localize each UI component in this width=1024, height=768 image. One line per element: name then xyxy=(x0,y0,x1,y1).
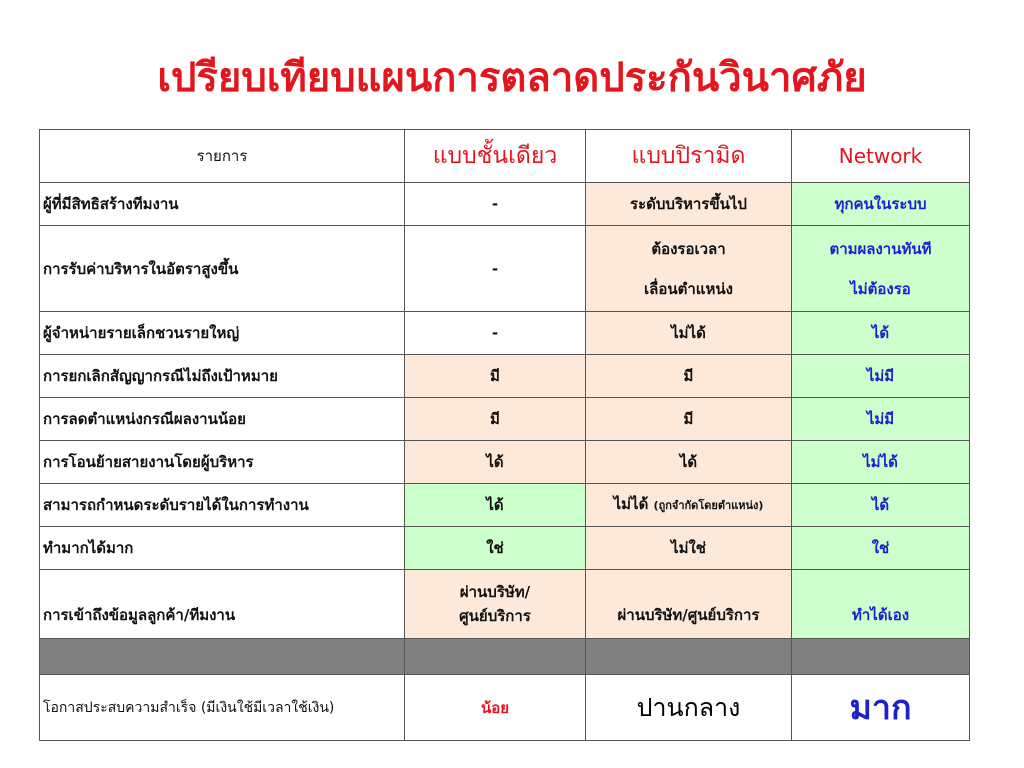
cell-network: ไม่ได้ xyxy=(792,441,970,484)
cell-pyramid xyxy=(586,226,792,312)
table-row xyxy=(40,312,970,355)
header-pyramid: แบบปิรามิด xyxy=(586,130,792,183)
cell-note: (ถูกจำกัดโดยตำแหน่ง) xyxy=(653,499,764,512)
row-label: การโอนย้ายสายงานโดยผู้บริหาร xyxy=(40,441,405,484)
separator-cell xyxy=(405,639,586,675)
cell-pyramid: มี xyxy=(586,355,792,398)
cell-single: ได้ xyxy=(405,484,586,527)
row-label: การเข้าถึงข้อมูลลูกค้า/ทีมงาน xyxy=(40,570,405,639)
separator-cell xyxy=(792,639,970,675)
cell-pyramid: ผ่านบริษัท/ศูนย์บริการ xyxy=(586,570,792,639)
separator-cell xyxy=(586,639,792,675)
table-row xyxy=(40,355,970,398)
cell-single: มี xyxy=(405,398,586,441)
cell-network: ไม่มี xyxy=(792,355,970,398)
comparison-table xyxy=(39,129,970,741)
summary-row xyxy=(40,675,970,741)
row-label: ทำมากได้มาก xyxy=(40,527,405,570)
table-row xyxy=(40,183,970,226)
separator-row xyxy=(40,639,970,675)
separator-cell xyxy=(40,639,405,675)
cell-text: ไม่ได้ xyxy=(613,495,649,513)
summary-pyramid: ปานกลาง xyxy=(586,675,792,741)
cell-single: - xyxy=(405,183,586,226)
cell-pyramid: ไม่ใช่ xyxy=(586,527,792,570)
cell-single: ได้ xyxy=(405,441,586,484)
cell-line: ต้องรอเวลา xyxy=(651,239,726,258)
cell-line: ไม่ต้องรอ xyxy=(850,279,911,298)
row-label: ผู้ที่มีสิทธิสร้างทีมงาน xyxy=(40,183,405,226)
page-title: เปรียบเทียบแผนการตลาดประกันวินาศภัย xyxy=(157,55,867,101)
table-row xyxy=(40,226,970,312)
header-single-level: แบบชั้นเดียว xyxy=(405,130,586,183)
cell-line: เลื่อนตำแหน่ง xyxy=(644,279,733,298)
table-row xyxy=(40,527,970,570)
cell-pyramid xyxy=(586,484,792,527)
cell-network xyxy=(792,226,970,312)
cell-network: ทำได้เอง xyxy=(792,570,970,639)
cell-network: ไม่มี xyxy=(792,398,970,441)
header-network: Network xyxy=(792,130,970,183)
row-label: การรับค่าบริหารในอัตราสูงขึ้น xyxy=(40,226,405,312)
row-label: สามารถกำหนดระดับรายได้ในการทำงาน xyxy=(40,484,405,527)
cell-line: ศูนย์บริการ xyxy=(459,607,531,625)
header-label: รายการ xyxy=(40,130,405,183)
row-label: ผู้จำหน่ายรายเล็กชวนรายใหญ่ xyxy=(40,312,405,355)
table-row xyxy=(40,441,970,484)
cell-line: ตามผลงานทันที xyxy=(829,239,932,258)
cell-pyramid: มี xyxy=(586,398,792,441)
table-row xyxy=(40,484,970,527)
table-row xyxy=(40,570,970,639)
summary-network: มาก xyxy=(792,675,970,741)
summary-single: น้อย xyxy=(405,675,586,741)
cell-single: ใช่ xyxy=(405,527,586,570)
cell-network: ได้ xyxy=(792,484,970,527)
row-label: การยกเลิกสัญญากรณีไม่ถึงเป้าหมาย xyxy=(40,355,405,398)
cell-pyramid: ระดับบริหารขึ้นไป xyxy=(586,183,792,226)
cell-pyramid: ได้ xyxy=(586,441,792,484)
table-header-row xyxy=(40,130,970,183)
cell-single: มี xyxy=(405,355,586,398)
cell-pyramid: ไม่ได้ xyxy=(586,312,792,355)
cell-network: ใช่ xyxy=(792,527,970,570)
cell-single xyxy=(405,570,586,639)
table-row xyxy=(40,398,970,441)
cell-line: ผ่านบริษัท/ xyxy=(459,583,531,601)
summary-label: โอกาสประสบความสำเร็จ (มีเงินใช้มีเวลาใช้เงิน) xyxy=(40,675,405,741)
cell-single: - xyxy=(405,226,586,312)
row-label: การลดตำแหน่งกรณีผลงานน้อย xyxy=(40,398,405,441)
cell-network: ได้ xyxy=(792,312,970,355)
cell-single: - xyxy=(405,312,586,355)
cell-network: ทุกคนในระบบ xyxy=(792,183,970,226)
